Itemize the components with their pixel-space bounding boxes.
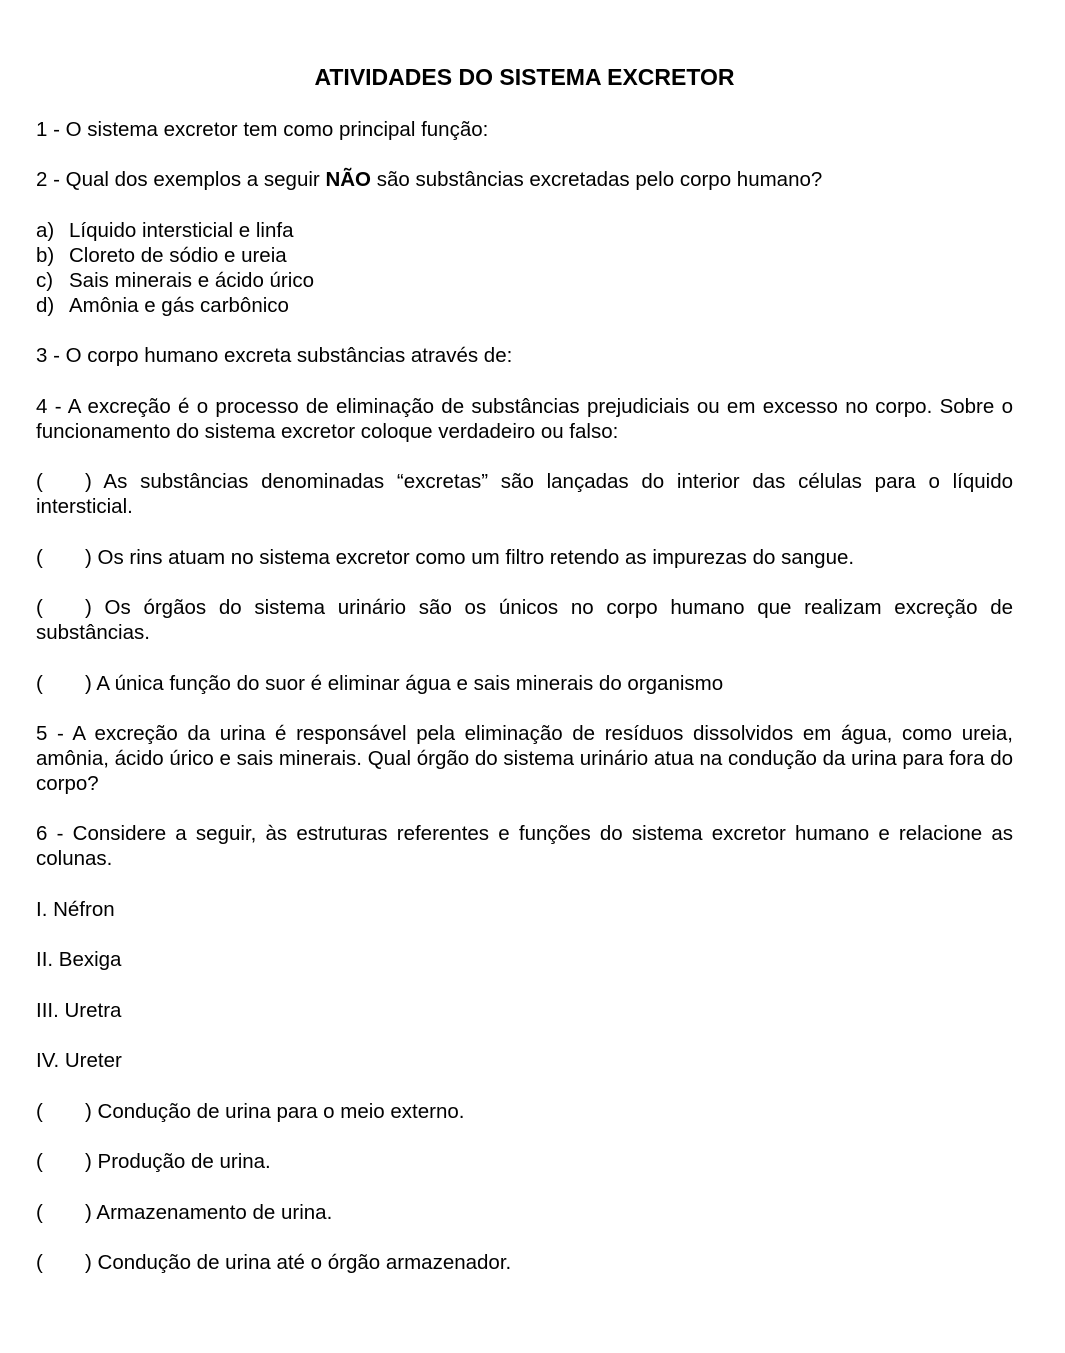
option-letter: b) [36, 244, 55, 267]
option-d [36, 293, 289, 318]
question-2-text-end: são substâncias excretadas pelo corpo humano? [371, 168, 823, 191]
option-text: Sais minerais e ácido úrico [69, 269, 314, 292]
question-1: 1 - O sistema excretor tem como principal função: [36, 118, 489, 141]
function-text: ) Condução de urina para o meio externo. [85, 1100, 465, 1123]
function-item [36, 1149, 1013, 1174]
structure-item: IV. Ureter [36, 1049, 122, 1072]
true-false-item [36, 469, 1013, 519]
true-false-item [36, 595, 1013, 645]
option-a [36, 218, 294, 243]
true-false-item [36, 545, 1013, 570]
function-item [36, 1200, 1013, 1225]
function-text: ) Produção de urina. [85, 1150, 271, 1173]
statement-text: ) Os órgãos do sistema urinário são os únicos no corpo humano que realizam excreção de substâncias. [36, 596, 1013, 644]
answer-blank: ( [36, 596, 43, 619]
structure-item: II. Bexiga [36, 948, 122, 971]
function-text: ) Armazenamento de urina. [85, 1201, 333, 1224]
option-text: Líquido intersticial e linfa [69, 219, 294, 242]
answer-blank: ( [36, 470, 43, 493]
option-letter: a) [36, 219, 55, 242]
option-text: Cloreto de sódio e ureia [69, 244, 287, 267]
statement-text: ) A única função do suor é eliminar água e sais minerais do organismo [85, 672, 724, 695]
question-4-intro: 4 - A excreção é o processo de eliminação de substâncias prejudiciais ou em excesso no corpo. Sobre o funcionamento do sistema excretor coloque verdadeiro ou falso: [36, 395, 1013, 443]
answer-blank: ( [36, 1251, 43, 1274]
answer-blank: ( [36, 1201, 43, 1224]
option-c [36, 268, 314, 293]
answer-blank: ( [36, 1100, 43, 1123]
option-b [36, 243, 287, 268]
structure-item: I. Néfron [36, 898, 115, 921]
function-item [36, 1250, 1013, 1275]
answer-blank: ( [36, 546, 43, 569]
question-2 [36, 167, 1013, 192]
option-letter: d) [36, 294, 55, 317]
statement-text: ) As substâncias denominadas “excretas” são lançadas do interior das células para o líquido intersticial. [36, 470, 1013, 518]
question-2-text-start: 2 - Qual dos exemplos a seguir [36, 168, 326, 191]
question-2-emphasis: NÃO [325, 168, 371, 191]
structure-item: III. Uretra [36, 999, 122, 1022]
answer-blank: ( [36, 1150, 43, 1173]
page-title: ATIVIDADES DO SISTEMA EXCRETOR [314, 64, 735, 90]
option-letter: c) [36, 269, 54, 292]
question-3: 3 - O corpo humano excreta substâncias através de: [36, 344, 513, 367]
function-item [36, 1099, 1013, 1124]
true-false-item [36, 671, 1013, 696]
question-5: 5 - A excreção da urina é responsável pela eliminação de resíduos dissolvidos em água, como ureia, amônia, ácido úrico e sais minerais. Qual órgão do sistema urinário atua na condução da urina para fora do corpo? [36, 722, 1013, 795]
function-text: ) Condução de urina até o órgão armazenador. [85, 1251, 512, 1274]
option-text: Amônia e gás carbônico [69, 294, 289, 317]
question-6-intro: 6 - Considere a seguir, às estruturas referentes e funções do sistema excretor humano e relacione as colunas. [36, 822, 1013, 870]
statement-text: ) Os rins atuam no sistema excretor como um filtro retendo as impurezas do sangue. [85, 546, 855, 569]
answer-blank: ( [36, 672, 43, 695]
